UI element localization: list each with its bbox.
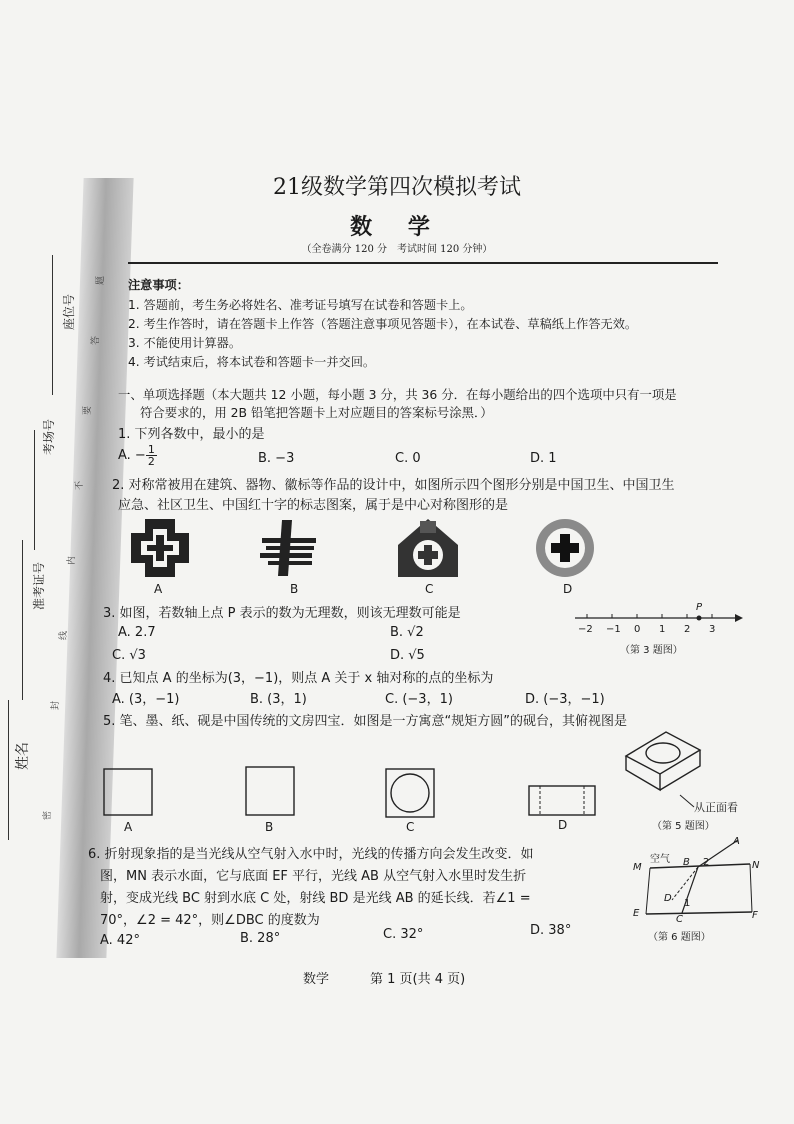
q5-label-c: C (406, 820, 415, 834)
q3-option-c: C. √3 (112, 648, 146, 663)
q6-option-d: D. 38° (530, 923, 572, 938)
q5-label-a: A (124, 820, 133, 834)
q4-stem: 4. 已知点 A 的坐标为(3，−1)，则点 A 关于 x 轴对称的点的坐标为 (103, 671, 494, 686)
fig-point-c: C (676, 914, 683, 925)
seal-char: 题 (96, 275, 106, 285)
q4-option-c: C. (−3，1) (385, 692, 453, 707)
q2-label-d: D (563, 582, 573, 596)
front-view-label: 从正面看 (694, 801, 738, 814)
seal-char: 答 (91, 335, 101, 345)
notice-item: 2. 考生作答时，请在答题卡上作答（答题注意事项见答题卡），在本试卷、草稿纸上作答无效。 (128, 317, 638, 331)
emergency-logo (258, 518, 320, 578)
fig-point-m: M (633, 862, 642, 873)
q3-stem: 3. 如图，若数轴上点 P 表示的数为无理数，则该无理数可能是 (103, 606, 461, 621)
q6-line1: 6. 折射现象指的是当光线从空气射入水中时，光线的传播方向会发生改变．如 (88, 847, 534, 862)
q6-line2: 图，MN 表示水面，它与底面 EF 平行，光线 AB 从空气射入水里时发生折 (100, 869, 527, 884)
tick-label: 3 (709, 624, 716, 635)
q1-option-c: C. 0 (395, 451, 421, 466)
q1-option-b: B. −3 (258, 451, 295, 466)
q6-line3: 射，变成光线 BC 射到水底 C 处，射线 BD 是光线 AB 的延长线．若∠1 = (100, 891, 531, 906)
exam-info: （全卷满分 120 分 考试时间 120 分钟） (301, 244, 493, 255)
inkstone-3d-figure (620, 728, 705, 798)
q3-caption: （第 3 题图） (620, 645, 683, 656)
q1-stem: 1. 下列各数中，最小的是 (118, 427, 265, 442)
seat-number-label: 座位号 (62, 293, 76, 330)
fig-point-b: B (683, 857, 690, 868)
seal-char: 密 (43, 810, 53, 820)
ticket-number-label: 准考证号 (32, 561, 46, 610)
q6-caption: （第 6 题图） (648, 932, 711, 943)
exam-title: 21级数学第四次模拟考试 (273, 175, 521, 200)
name-line (8, 700, 10, 840)
tick-label: 2 (684, 624, 691, 635)
q5-caption: （第 5 题图） (652, 821, 715, 832)
fig-point-n: N (752, 860, 760, 871)
seal-char: 内 (67, 555, 77, 565)
fig-point-a: A (733, 836, 740, 847)
q3-option-b: B. √2 (390, 625, 424, 640)
room-line (34, 430, 36, 550)
notice-item: 3. 不能使用计算器。 (128, 336, 242, 350)
fig-point-f: F (752, 910, 758, 921)
notice-item: 4. 考试结束后，将本试卷和答题卡一并交回。 (128, 355, 376, 369)
seat-line (52, 255, 54, 395)
q6-line4: 70°，∠2 = 42°，则∠DBC 的度数为 (100, 913, 320, 928)
q2-label-a: A (154, 582, 163, 596)
subject-title: 数 学 (350, 214, 444, 240)
tick-label: 0 (634, 624, 641, 635)
q2-line2: 应急、社区卫生、中国红十字的标志图案，属于是中心对称图形的是 (118, 498, 509, 513)
seal-char: 线 (59, 630, 69, 640)
section-heading: 一、单项选择题（本大题共 12 小题，每小题 3 分，共 36 分．在每小题给出的四个选项中只有一项是 (118, 387, 677, 402)
fig-point-d: D (664, 893, 672, 904)
exam-room-label: 考场号 (42, 418, 56, 455)
tick-label: −1 (606, 624, 621, 635)
fraction: $\frac{1}{2}$ (147, 443, 155, 468)
q1-option-a-label: A. − (118, 448, 146, 463)
fig-point-e: E (633, 908, 640, 919)
q1-option-a (118, 444, 157, 467)
q5-label-b: B (265, 820, 274, 834)
q5-label-d: D (558, 818, 568, 832)
fig-angle-2: 2 (703, 857, 710, 868)
q3-option-d: D. √5 (390, 648, 425, 663)
red-cross-logo (530, 517, 600, 579)
q5-option-c-figure (385, 768, 435, 818)
section-heading-cont: 符合要求的，用 2B 铅笔把答题卡上对应题目的答案标号涂黑．） (140, 405, 493, 420)
q6-option-b: B. 28° (240, 931, 281, 946)
q2-line1: 2. 对称常被用在建筑、器物、徽标等作品的设计中，如图所示四个图形分别是中国卫生、中国卫生 (112, 478, 675, 493)
footer-subject: 数学 (303, 972, 330, 987)
q4-option-b: B. (3，1) (250, 692, 307, 707)
q4-option-d: D. (−3，−1) (525, 692, 605, 707)
seal-char: 封 (51, 700, 61, 710)
q5-option-d-figure (528, 785, 598, 817)
q5-option-b-figure (245, 766, 295, 816)
q5-option-a-figure (103, 768, 153, 816)
q2-label-c: C (425, 582, 434, 596)
q4-option-a: A. (3，−1) (112, 692, 180, 707)
name-label: 姓名 (15, 742, 31, 770)
seal-char: 要 (83, 405, 93, 415)
fig-angle-1: 1 (684, 898, 691, 909)
point-p-label: P (696, 602, 703, 613)
tick-label: 1 (659, 624, 666, 635)
community-health-logo (392, 515, 464, 581)
header-rule (128, 262, 718, 264)
notice-item: 1. 答题前，考生务必将姓名、准考证号填写在试卷和答题卡上。 (128, 298, 473, 312)
q5-stem: 5. 笔、墨、纸、砚是中国传统的文房四宝．如图是一方寓意“规矩方圆”的砚台，其俯视图是 (103, 714, 628, 729)
tick-label: −2 (578, 624, 593, 635)
q6-option-c: C. 32° (383, 927, 424, 942)
footer-page: 第 1 页(共 4 页) (370, 972, 466, 987)
health-cross-logo (125, 515, 195, 580)
q2-label-b: B (290, 582, 299, 596)
seal-char: 不 (75, 480, 85, 490)
q1-option-d: D. 1 (530, 451, 557, 466)
notice-heading: 注意事项： (128, 278, 189, 292)
q6-option-a: A. 42° (100, 933, 140, 948)
fig-air-label: 空气 (650, 854, 670, 865)
ticket-line (22, 540, 24, 700)
q3-option-a: A. 2.7 (118, 625, 156, 640)
